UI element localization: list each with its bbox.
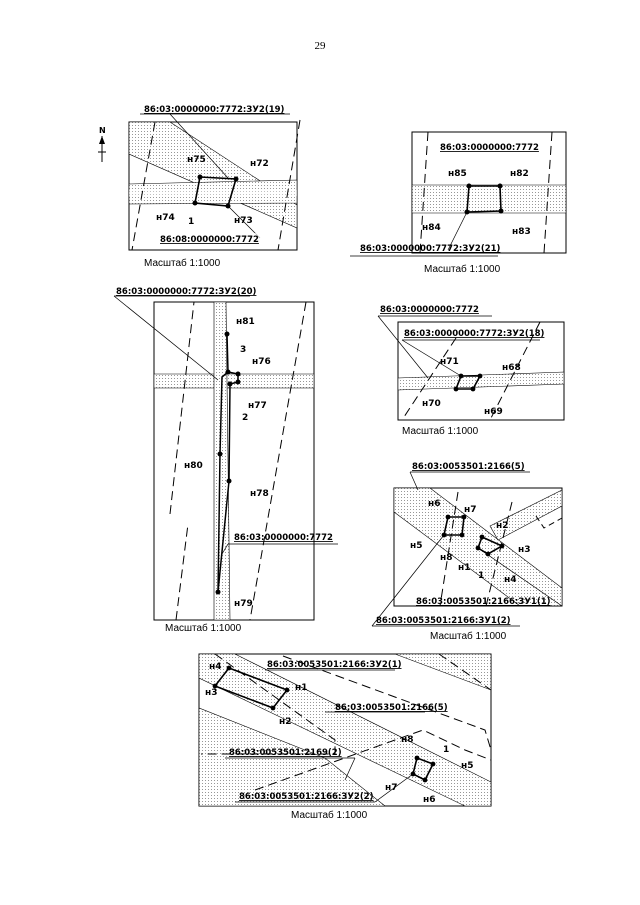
d6-point-label: н1 [295,683,308,693]
d2-base-label: 86:03:0000000:7772 [440,143,539,153]
diagram-4 [372,298,572,428]
d3-point-label: н78 [250,489,269,499]
d1-point-label: 1 [188,217,195,227]
d5-point-label: н6 [428,499,441,509]
d1-base-label: 86:08:0000000:7772 [160,235,259,245]
d2-point-label: н85 [448,169,467,179]
d6-point-label: 1 [443,745,450,755]
d3-parcel-label: 86:03:0000000:7772:ЗУ2(20) [116,287,257,297]
d4-point-label: н69 [484,407,503,417]
north-label: N [99,126,106,135]
d5-point-label: 1 [478,571,485,581]
d5-parcel2-label: 86:03:0053501:2166:ЗУ1(2) [376,616,511,626]
diagram-1 [110,100,310,260]
d3-point-label: н81 [236,317,255,327]
d3-point-label: 3 [240,345,247,355]
d3-point-label: н77 [248,401,267,411]
d2-scale-caption: Масштаб 1:1000 [424,264,501,275]
d6-point-label: н8 [401,735,414,745]
d6-point-label: н2 [279,717,292,727]
d6-point-label: н7 [385,783,398,793]
d6-point-label: н6 [423,795,436,805]
d4-base-label: 86:03:0000000:7772 [380,305,479,315]
d3-point-label: 2 [242,413,249,423]
d5-base-label: 86:03:0053501:2166(5) [412,462,525,472]
diagram-3 [110,284,350,624]
d6-point-label: н3 [205,688,218,698]
d5-point-label: н3 [518,545,531,555]
d6-parcel2-label: 86:03:0053501:2166:ЗУ2(2) [239,792,374,802]
d3-point-label: н79 [234,599,253,609]
d3-point-label: н80 [184,461,203,471]
d5-point-label: н1 [458,563,471,573]
d4-scale-caption: Масштаб 1:1000 [402,426,479,437]
d5-parcel1-label: 86:03:0053501:2166:ЗУ1(1) [416,597,551,607]
d6-parcel1-label: 86:03:0053501:2166:ЗУ2(1) [267,660,402,670]
diagram-5 [370,460,570,630]
d2-point-label: н83 [512,227,531,237]
d1-scale-caption: Масштаб 1:1000 [144,258,221,269]
d4-point-label: н68 [502,363,521,373]
d6-point-label: н4 [209,662,222,672]
d2-point-label: н84 [422,223,441,233]
d3-point-label: н76 [252,357,271,367]
d5-point-label: н4 [504,575,517,585]
d1-point-label: н75 [187,155,206,165]
d5-point-label: н8 [440,553,453,563]
d1-point-label: н73 [234,216,253,226]
d2-point-label: н82 [510,169,529,179]
d6-point-label: н5 [461,761,474,771]
diagram-6 [195,650,495,810]
d4-point-label: н71 [440,357,459,367]
page-number: 29 [314,40,326,52]
d5-point-label: н5 [410,541,423,551]
d3-scale-caption: Масштаб 1:1000 [165,623,242,634]
d3-base-label: 86:03:0000000:7772 [234,533,333,543]
d6-base-label: 86:03:0053501:2166(5) [335,703,448,713]
d1-point-label: н74 [156,213,175,223]
d6-scale-caption: Масштаб 1:1000 [291,810,368,821]
d6-other-label: 86:03:0053501:2169(2) [229,748,342,758]
diagram-2 [348,128,573,263]
d5-point-label: н2 [496,521,509,531]
d1-parcel-label: 86:03:0000000:7772:ЗУ2(19) [144,105,285,115]
d5-scale-caption: Масштаб 1:1000 [430,631,507,642]
d5-point-label: н7 [464,505,477,515]
d4-point-label: н70 [422,399,441,409]
d1-point-label: н72 [250,159,269,169]
d4-parcel-label: 86:03:0000000:7772:ЗУ2(18) [404,329,545,339]
d2-parcel-label: 86:03:0000000:7772:ЗУ2(21) [360,244,501,254]
